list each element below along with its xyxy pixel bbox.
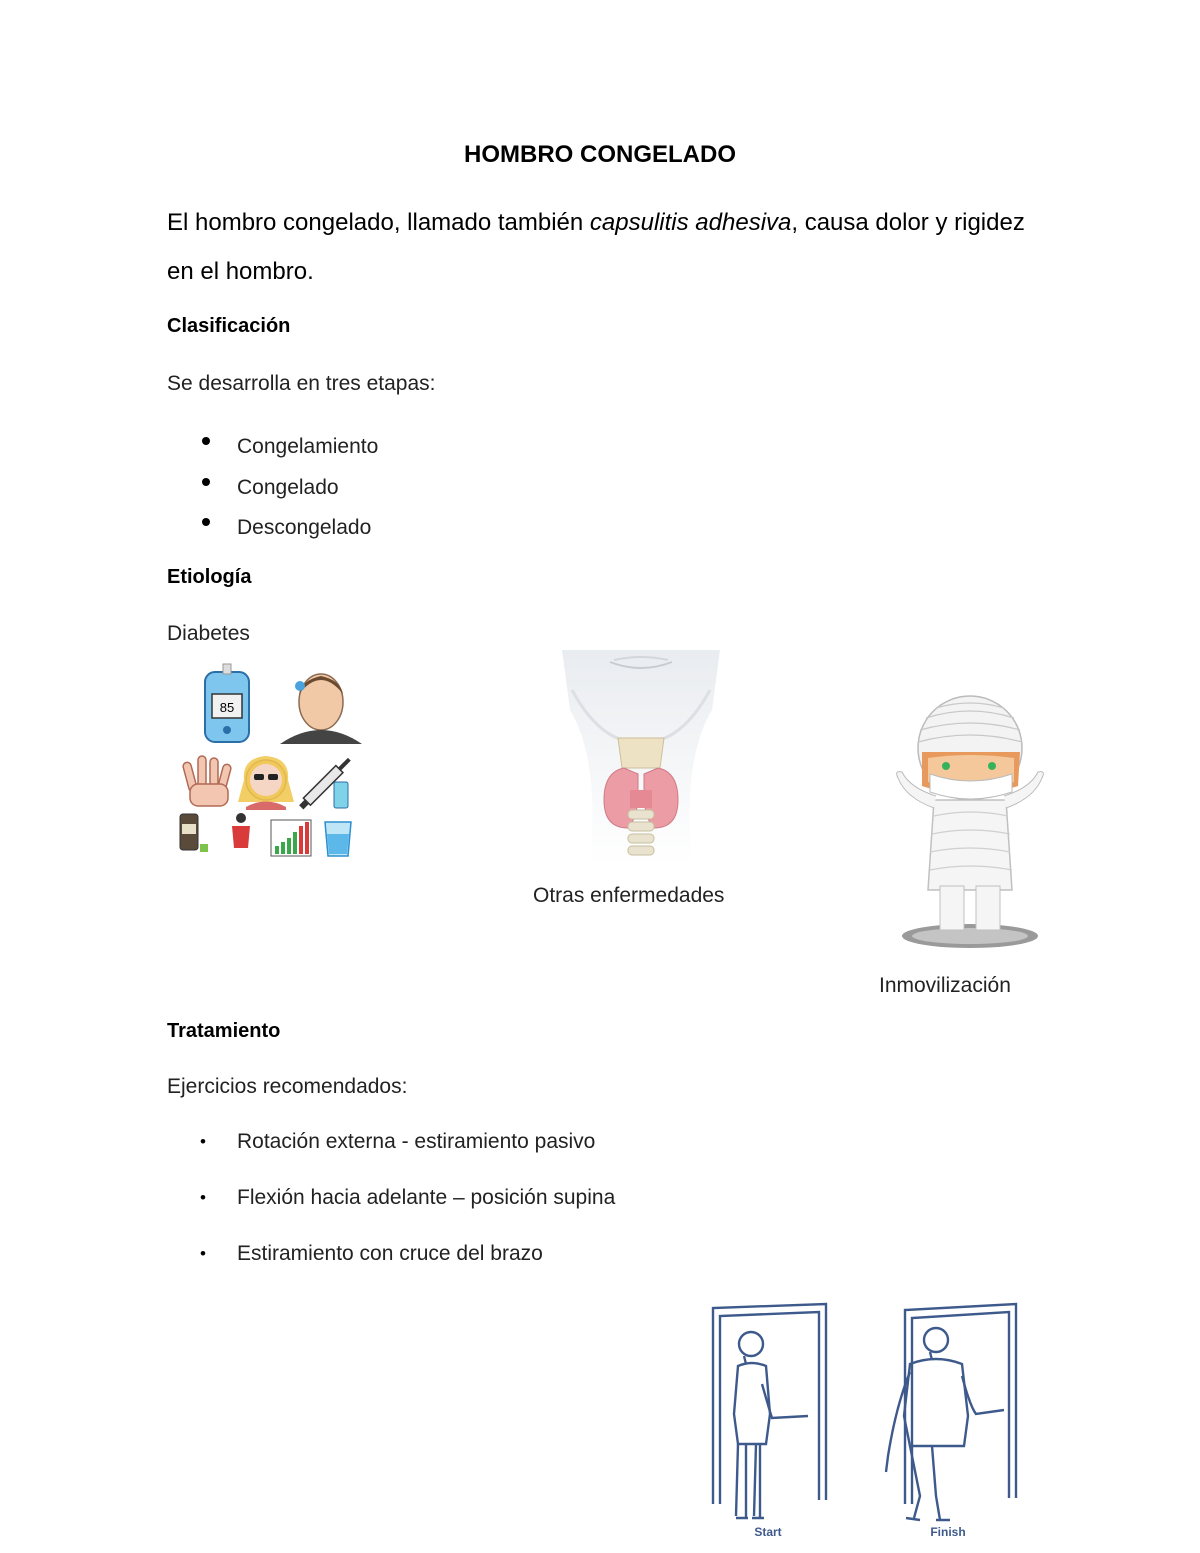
intro-text-before: El hombro congelado, llamado también [167,209,590,236]
exercise-illustration [700,1296,1040,1546]
clasificacion-text: Se desarrolla en tres etapas: [167,372,436,395]
list-item: • Estiramiento con cruce del brazo [200,1242,615,1266]
immobilization-illustration [890,690,1050,952]
list-item: • Flexión hacia adelante – posición supina [200,1186,615,1210]
heading-etiologia: Etiología [167,566,252,588]
list-item: • Rotación externa - estiramiento pasivo [200,1130,615,1154]
intro-text-after: , causa dolor y rigidez en el hombro. [167,209,1025,285]
diabetes-label: Diabetes [167,622,250,645]
start-label: Start [754,1525,782,1539]
otras-enfermedades-label: Otras enfermedades [533,884,725,907]
tratamiento-text: Ejercicios recomendados: [167,1075,408,1098]
diabetes-illustration [168,662,368,862]
heading-tratamiento: Tratamiento [167,1020,281,1042]
exercises-list [200,1130,615,1266]
intro-text-italic: capsulitis adhesiva [589,209,792,236]
intro-paragraph [167,198,1047,296]
inmovilizacion-label: Inmovilización [879,974,1011,997]
finish-label: Finish [930,1525,966,1539]
heading-clasificacion: Clasificación [167,315,291,337]
list-item: Congelado [200,468,378,509]
list-item: Descongelado [200,508,378,549]
thyroid-illustration [562,650,720,865]
glucometer-reading: 85 [219,700,235,715]
stages-list [200,427,378,549]
document-title: HOMBRO CONGELADO [464,141,736,168]
list-item: Congelamiento [200,427,378,468]
